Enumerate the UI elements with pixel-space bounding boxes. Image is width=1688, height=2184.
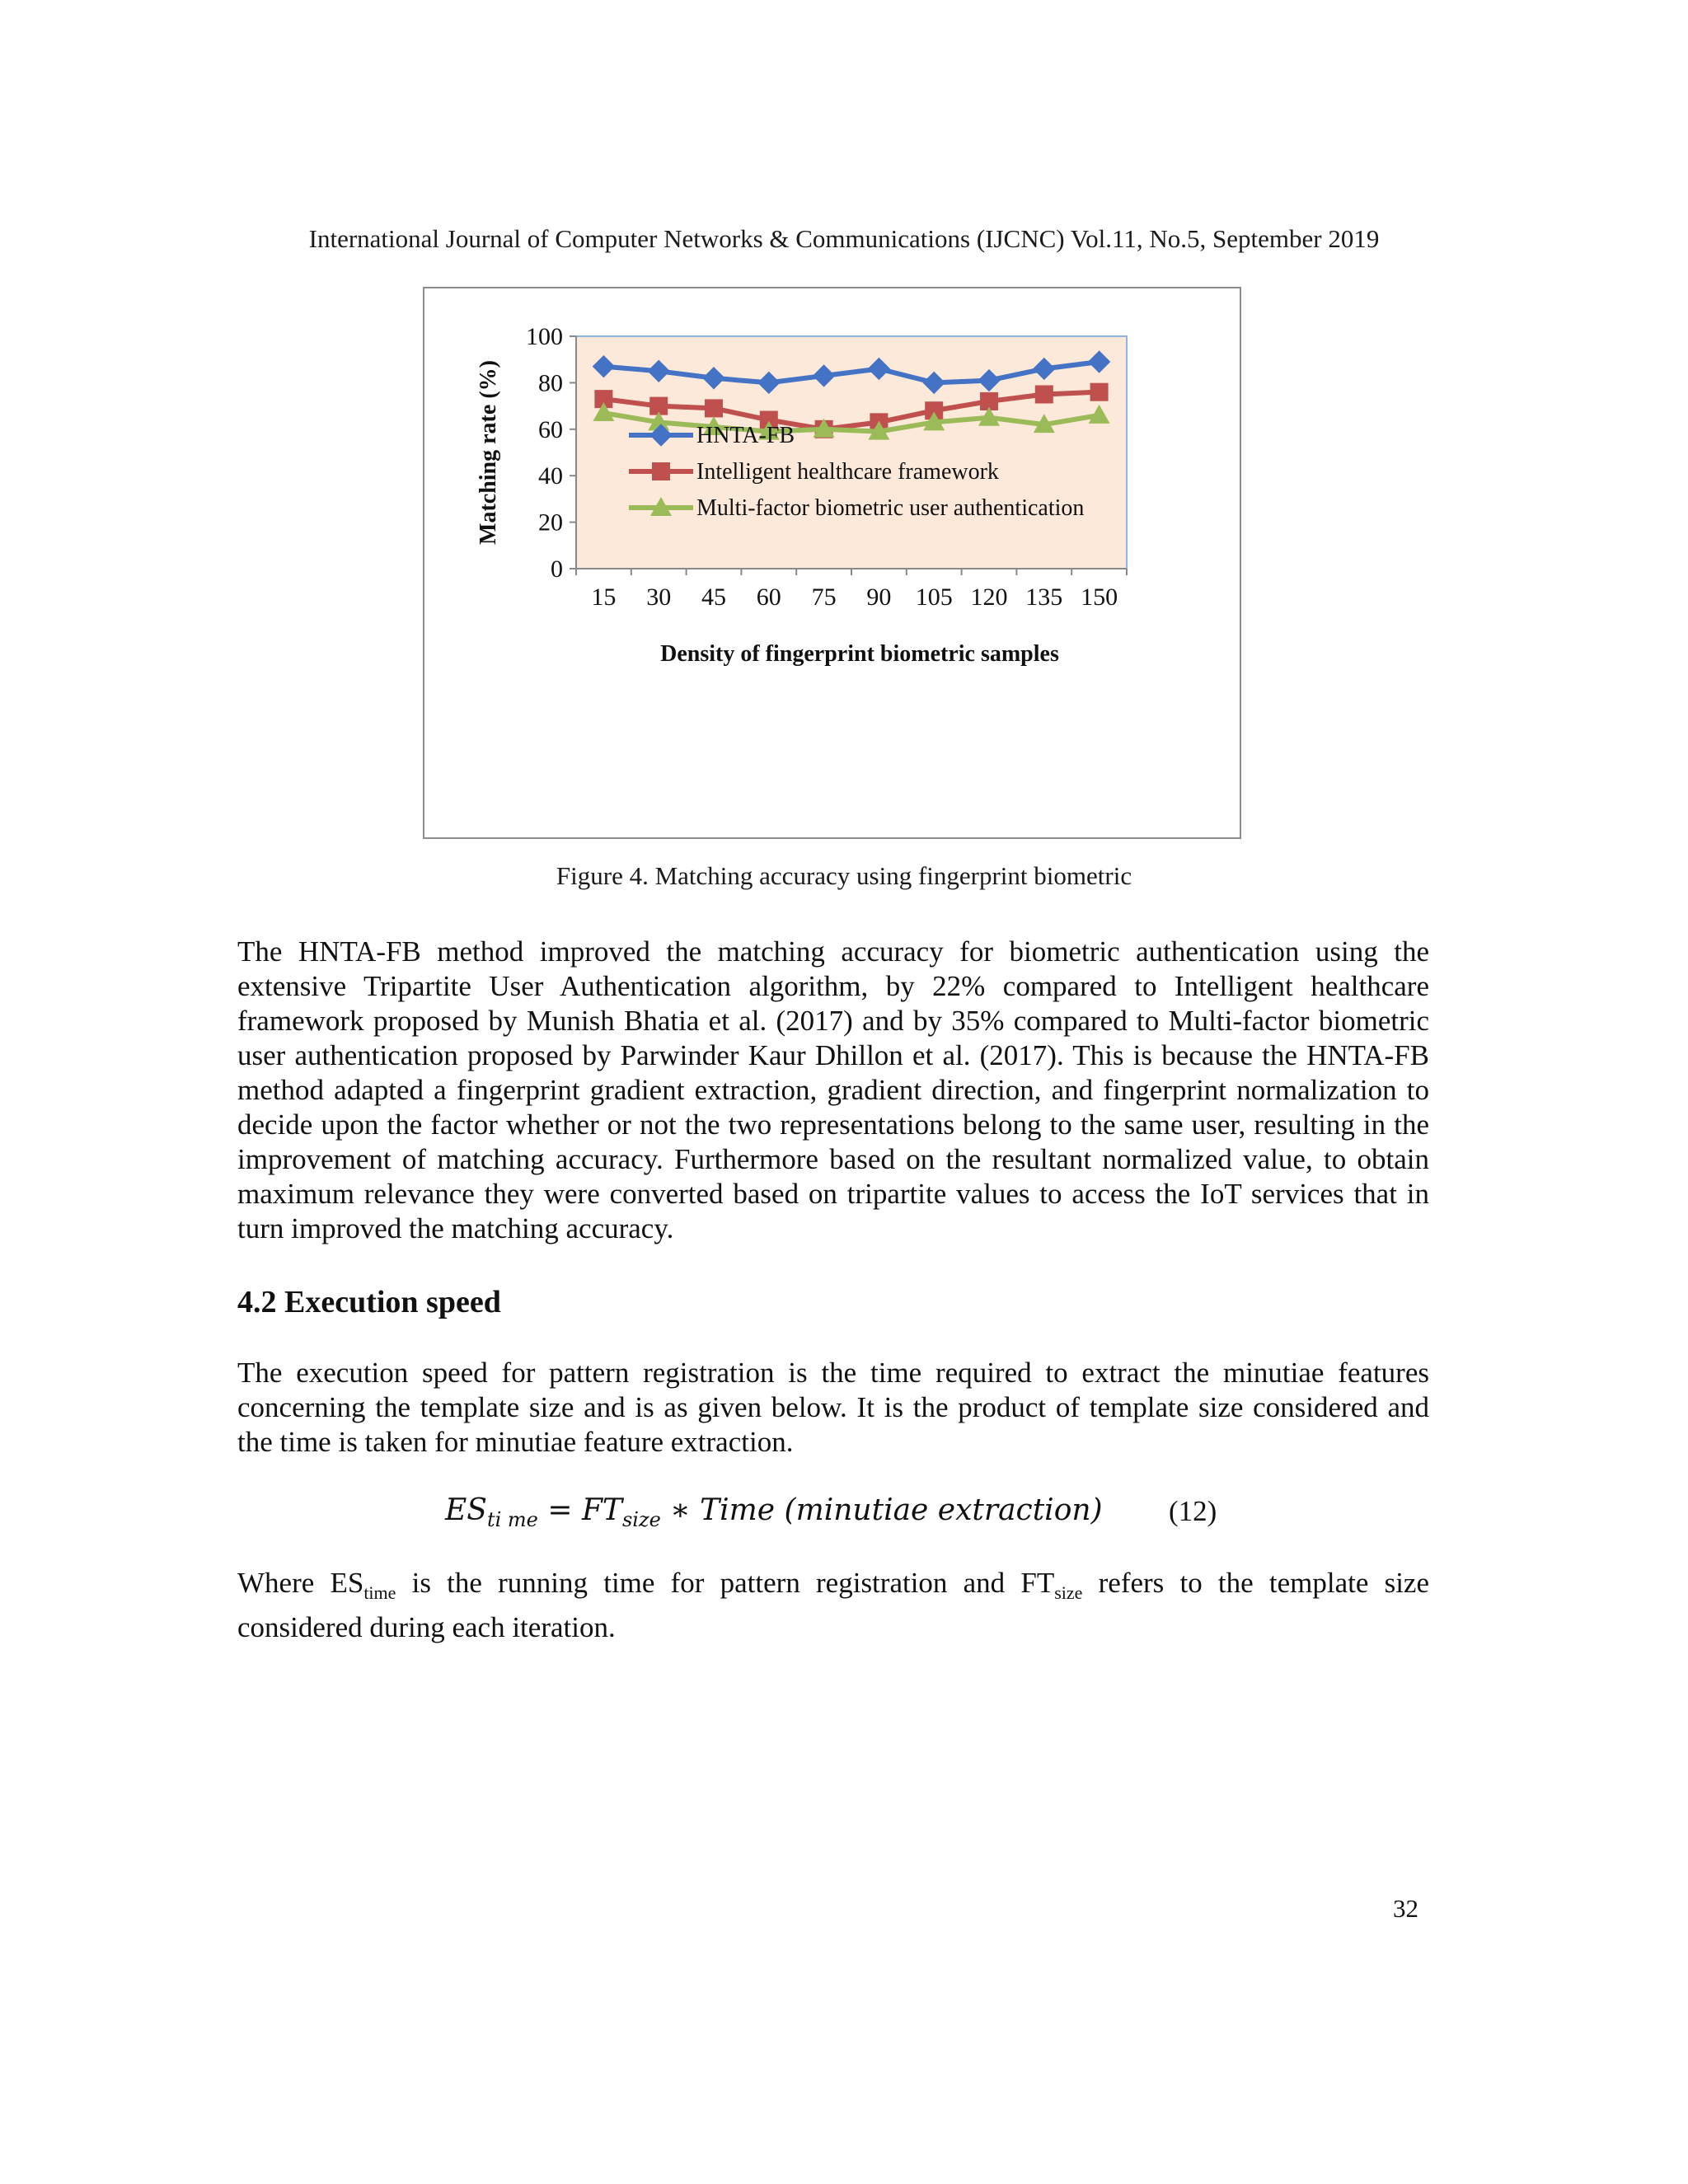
legend-marker-2: [652, 462, 670, 480]
series-2-point: [705, 399, 723, 417]
page-number: 32: [1393, 1894, 1418, 1923]
y-tick-label: 60: [538, 415, 563, 443]
y-tick-label: 40: [538, 462, 563, 490]
section-title: 4.2 Execution speed: [237, 1285, 501, 1319]
p3-text-1: Where ES: [237, 1567, 364, 1599]
y-tick-label: 80: [538, 369, 563, 397]
p3-text-2: is the running time for pattern registration and FT: [396, 1567, 1055, 1599]
x-tick-label: 15: [591, 583, 617, 611]
x-tick-label: 45: [701, 583, 726, 611]
y-axis-title: Matching rate (%): [476, 360, 501, 545]
legend-label-2: Intelligent healthcare framework: [696, 459, 999, 485]
eq-lhs: ES: [445, 1493, 487, 1527]
eq-term1: FT: [581, 1493, 622, 1527]
journal-header: International Journal of Computer Networks & Communications (IJCNC) Vol.11, No.5, September 2019: [308, 224, 1380, 253]
y-tick-label: 20: [538, 509, 563, 537]
paragraph-1: The HNTA-FB method improved the matching accuracy for biometric authentication using the extensive Tripartite User Authentication algorithm, by 22% compared to Intelligent healthcare framework proposed by Munish Bhatia et al. (2017) and by 35% compared to Multi-factor biometric user authentication proposed by Parwinder Kaur Dhillon et al. (2017). This is because the HNTA-FB method adapted a fingerprint gradient extraction, gradient direction, and fingerprint normalization to decide upon the factor whether or not the two representations belong to the same user, resulting in the improvement of matching accuracy. Furthermore based on the resultant normalized value, to obtain maximum relevance they were converted based on tripartite values to access the IoT services that in turn improved the matching accuracy.: [237, 935, 1429, 1244]
figure-4-chart: [423, 287, 1241, 839]
x-tick-label: 30: [646, 583, 672, 611]
x-tick-label: 120: [970, 583, 1008, 611]
eq-rest: ∗ Time (minutiae extraction): [660, 1493, 1103, 1527]
series-2-point: [1035, 386, 1053, 404]
p3-text-3: refers to the template size considered during each iteration.: [237, 1567, 1429, 1643]
chart-canvas: [424, 288, 1240, 837]
paragraph-2: The execution speed for pattern registration is the time required to extract the minutiae features concerning the template size and is as given below. It is the product of template size considered and the time is taken for minutiae feature extraction.: [237, 1357, 1429, 1458]
x-tick-label: 60: [756, 583, 781, 611]
paragraph-3: [237, 1566, 1429, 1645]
legend-label-1: HNTA-FB: [696, 423, 795, 448]
y-tick-label: 100: [526, 323, 563, 350]
x-tick-label: 135: [1025, 583, 1063, 611]
eq-term1-sub: size: [621, 1508, 661, 1532]
eq-equals: =: [537, 1493, 582, 1527]
figure-caption: Figure 4. Matching accuracy using fingerprint biometric: [556, 861, 1132, 890]
x-tick-label: 105: [915, 583, 953, 611]
y-tick-label: 0: [551, 555, 563, 583]
p3-sub-size: size: [1054, 1582, 1083, 1603]
equation-number: (12): [1169, 1495, 1217, 1527]
series-2-point: [1090, 383, 1109, 401]
x-tick-label: 75: [811, 583, 837, 611]
x-axis-title: Density of fingerprint biometric samples: [660, 641, 1059, 667]
x-tick-label: 150: [1081, 583, 1118, 611]
p3-sub-time: time: [363, 1582, 396, 1603]
x-tick-label: 90: [866, 583, 892, 611]
eq-lhs-sub: ti me: [486, 1508, 538, 1532]
legend-label-3: Multi-factor biometric user authentication: [696, 495, 1085, 521]
equation-12: [445, 1493, 1103, 1531]
